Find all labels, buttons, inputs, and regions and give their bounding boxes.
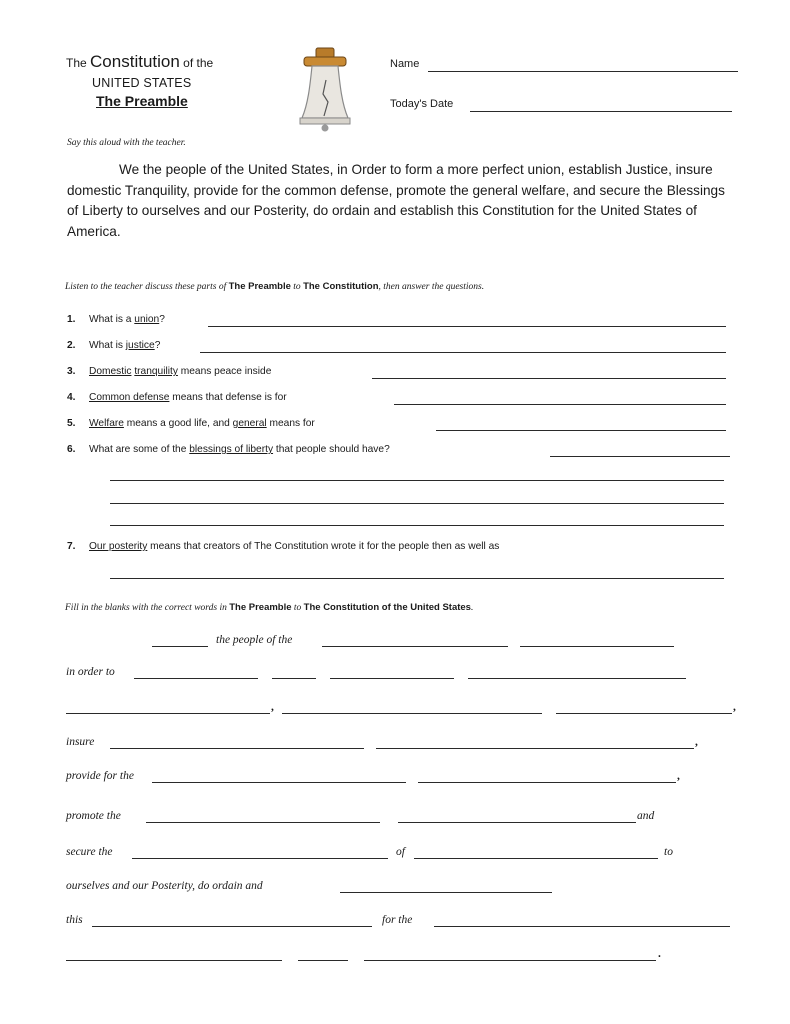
blank-8[interactable] — [66, 713, 270, 714]
question-7: 7. Our posterity means that creators of The Constitution wrote it for the people then as well as — [67, 541, 500, 552]
comma-1: , — [271, 701, 274, 713]
name-field[interactable] — [428, 71, 738, 72]
title-united-states: UNITED STATES — [92, 76, 192, 90]
label-this: this — [66, 914, 83, 926]
name-label: Name — [390, 58, 420, 70]
fill-in-instruction: Fill in the blanks with the correct words in The Preamble to The Constitution of the United States. — [65, 602, 474, 613]
label-ourselves: ourselves and our Posterity, do ordain and — [66, 880, 263, 892]
title-preamble: The Preamble — [96, 93, 188, 109]
blank-4[interactable] — [134, 678, 258, 679]
answer-6-line-4[interactable] — [110, 525, 724, 526]
label-insure: insure — [66, 736, 95, 748]
date-field[interactable] — [470, 111, 732, 112]
blank-12[interactable] — [376, 748, 694, 749]
blank-23[interactable] — [298, 960, 348, 961]
label-in-order-to: in order to — [66, 666, 115, 678]
blank-20[interactable] — [92, 926, 372, 927]
blank-19[interactable] — [340, 892, 552, 893]
question-5: 5. Welfare means a good life, and general means for — [67, 418, 315, 429]
blank-6[interactable] — [330, 678, 454, 679]
blank-22[interactable] — [66, 960, 282, 961]
blank-9[interactable] — [282, 713, 542, 714]
label-of: of — [396, 846, 405, 858]
blank-13[interactable] — [152, 782, 406, 783]
listen-instruction: Listen to the teacher discuss these parts of The Preamble to The Constitution, then answer the questions. — [65, 281, 485, 292]
label-promote-the: promote the — [66, 810, 121, 822]
answer-1-line[interactable] — [208, 326, 726, 327]
title-constitution: Constitution — [90, 52, 180, 71]
blank-17[interactable] — [132, 858, 388, 859]
question-1: 1. What is a union? — [67, 314, 165, 325]
blank-5[interactable] — [272, 678, 316, 679]
question-3: 3. Domestic tranquility means peace inside — [67, 366, 272, 377]
blank-15[interactable] — [146, 822, 380, 823]
label-for-the: for the — [382, 914, 413, 926]
answer-2-line[interactable] — [200, 352, 726, 353]
label-secure-the: secure the — [66, 846, 113, 858]
blank-1[interactable] — [152, 646, 208, 647]
comma-2: , — [733, 701, 736, 713]
answer-6-line-3[interactable] — [110, 503, 724, 504]
blank-18[interactable] — [414, 858, 658, 859]
answer-6-line-1[interactable] — [550, 456, 730, 457]
blank-21[interactable] — [434, 926, 730, 927]
title-of-the: of the — [183, 56, 214, 70]
blank-3[interactable] — [520, 646, 674, 647]
worksheet-title — [66, 52, 213, 72]
label-provide-for-the: provide for the — [66, 770, 134, 782]
label-and: and — [637, 810, 655, 822]
answer-6-line-2[interactable] — [110, 480, 724, 481]
label-people-of-the: the people of the — [216, 634, 293, 646]
period-mark: . — [658, 948, 661, 960]
say-aloud-instruction: Say this aloud with the teacher. — [67, 138, 186, 148]
preamble-paragraph — [67, 160, 737, 242]
blank-2[interactable] — [322, 646, 508, 647]
comma-3: , — [695, 736, 698, 748]
blank-14[interactable] — [418, 782, 676, 783]
blank-11[interactable] — [110, 748, 364, 749]
label-to: to — [664, 846, 673, 858]
answer-4-line[interactable] — [394, 404, 726, 405]
date-label: Today's Date — [390, 98, 454, 110]
answer-5-line[interactable] — [436, 430, 726, 431]
comma-4: , — [677, 770, 680, 782]
blank-7[interactable] — [468, 678, 686, 679]
question-4: 4. Common defense means that defense is for — [67, 392, 287, 403]
question-2: 2. What is justice? — [67, 340, 161, 351]
answer-3-line[interactable] — [372, 378, 726, 379]
title-the: The — [66, 56, 87, 70]
blank-24[interactable] — [364, 960, 656, 961]
preamble-text: We the people of the United States, in Order to form a more perfect union, establish Justice, insure domestic Tranquility, provide for the common defense, promote the general welfare, and secure the Blessings of Liberty to ourselves and our Posterity, do ordain and establish this Constitution for the United States of America. — [67, 162, 725, 239]
liberty-bell-icon — [296, 46, 354, 132]
blank-16[interactable] — [398, 822, 636, 823]
question-6: 6. What are some of the blessings of liberty that people should have? — [67, 444, 390, 455]
answer-7-line[interactable] — [110, 578, 724, 579]
blank-10[interactable] — [556, 713, 732, 714]
